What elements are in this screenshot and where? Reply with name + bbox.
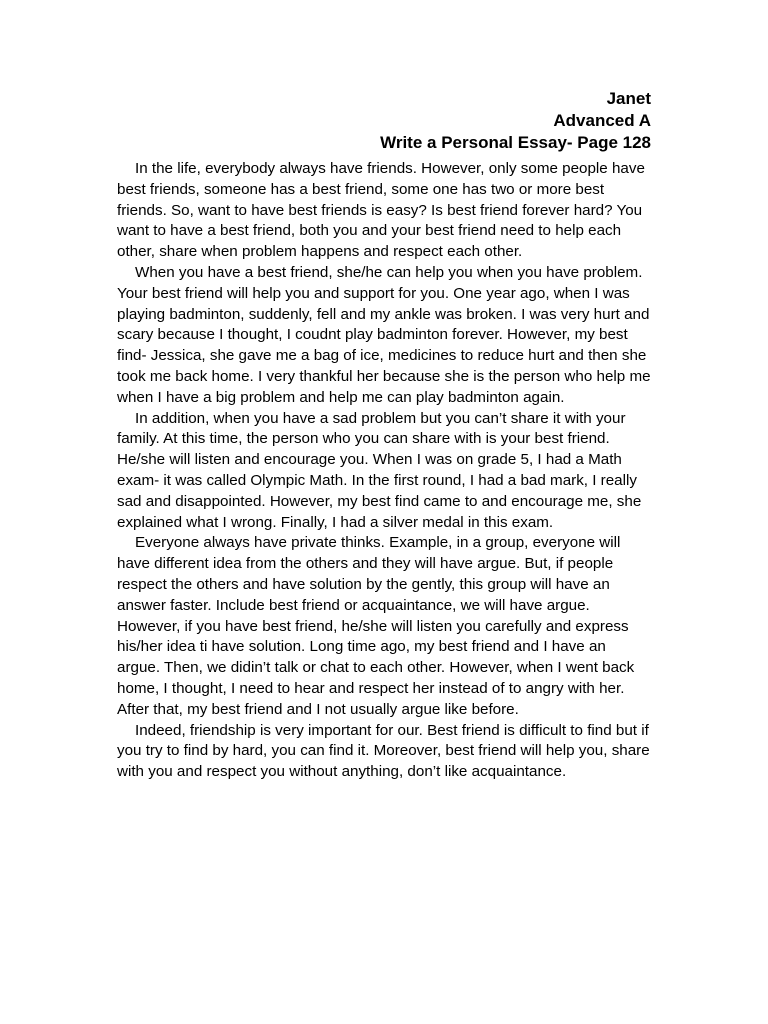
paragraph: In addition, when you have a sad problem but you can’t share it with your family. At this time, the person who you can share with is your best friend. He/she will listen and encourage you. When I was on grade 5, I had a Math exam- it was called Olympic Math. In the first round, I had a bad mark, I really sad and disappointed. However, my best find came to and encourage me, she explained what I wrong. Finally, I had a silver medal in this exam.	[117, 409, 642, 531]
essay-title: Write a Personal Essay- Page 128	[380, 133, 651, 152]
paragraph: Everyone always have private thinks. Example, in a group, everyone will have different idea from the others and they will have argue. But, if people respect the others and have solution by the gently, this group will have an answer faster. Include best friend or acquaintance, we will have argue. However, if you have best friend, he/she will listen you carefully and express his/her idea ti have solution. Long time ago, my best friend and I have an argue. Then, we didin’t talk or chat to each other. However, when I went back home, I thought, I need to hear and respect her instead of to angry with her. After that, my best friend and I not usually argue like before.	[117, 534, 635, 718]
essay-header	[380, 88, 651, 154]
paragraph: When you have a best friend, she/he can help you when you have problem. Your best friend will help you and support for you. One year ago, when I was playing badminton, suddenly, fell and my ankle was broken. I was very hurt and scary because I thought, I coudnt play badminton forever. However, my best find- Jessica, she gave me a bag of ice, medicines to reduce hurt and then she took me back home. I very thankful her because she is the person who help me when I have a big problem and help me can play badminton again.	[117, 263, 651, 406]
class-level: Advanced A	[553, 111, 651, 130]
essay-body	[117, 159, 653, 783]
paragraph: In the life, everybody always have friends. However, only some people have best friends, someone has a best friend, some one has two or more best friends. So, want to have best friends is easy? Is best friend forever hard? You want to have a best friend, both you and your best friend need to help each other, share when problem happens and respect each other.	[117, 160, 645, 261]
author-name: Janet	[606, 89, 651, 108]
paragraph: Indeed, friendship is very important for our. Best friend is difficult to find but if you try to find by hard, you can find it. Moreover, best friend will help you, share with you and respect you without anything, don’t like acquaintance.	[117, 721, 650, 781]
